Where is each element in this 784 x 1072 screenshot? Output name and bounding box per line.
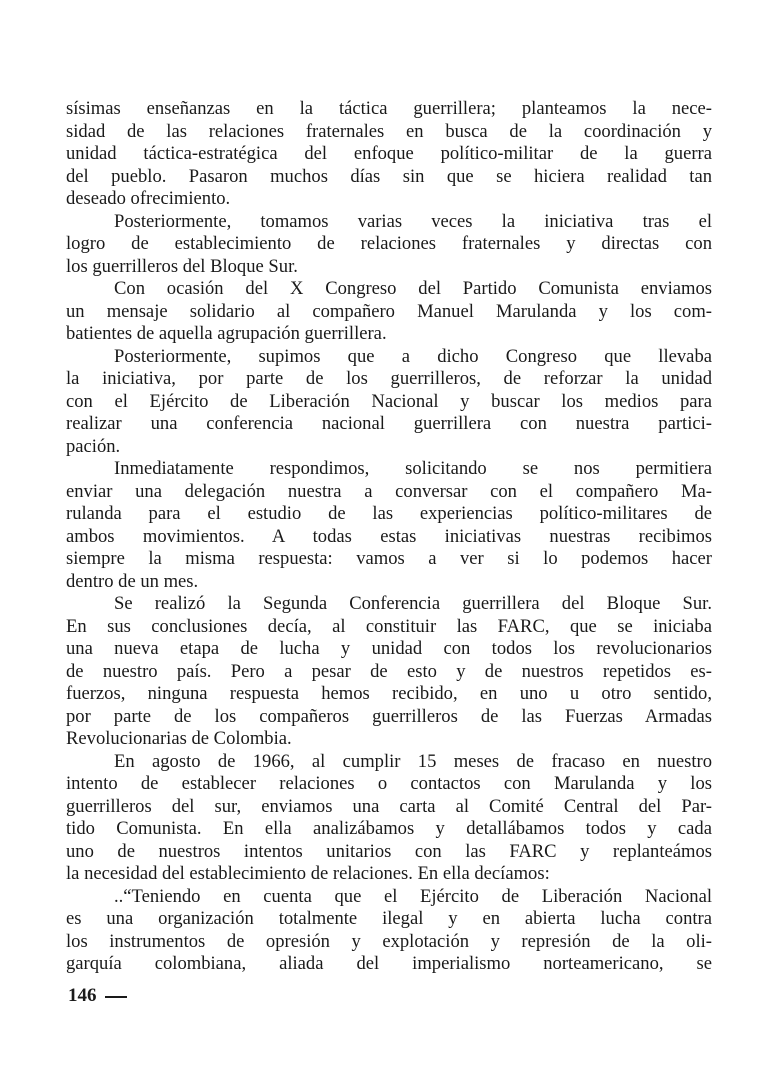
text-line: unidad táctica-estratégica del enfoque político-militar de la guerra	[66, 143, 712, 164]
text-line: enviar una delegación nuestra a conversar con el compañero Ma-	[66, 480, 712, 502]
text-line: ambos movimientos. A todas estas iniciativas nuestras recibimos	[66, 525, 712, 547]
paragraph	[66, 458, 712, 593]
text-line: logro de establecimiento de relaciones fraternales y directas con	[66, 233, 712, 254]
text-line: es una organización totalmente ilegal y en abierta lucha contra	[66, 908, 712, 929]
text-line: Posteriormente, tomamos varias veces la iniciativa tras el	[114, 210, 712, 232]
text-line: En agosto de 1966, al cumplir 15 meses de fracaso en nuestro	[114, 750, 712, 772]
text-line: uno de nuestros intentos unitarios con las FARC y replanteámos	[66, 840, 712, 862]
page-number-dash	[105, 996, 127, 998]
text-line: la iniciativa, por parte de los guerrilleros, de reforzar la unidad	[66, 368, 712, 389]
paragraph	[66, 751, 712, 886]
text-line: Posteriormente, supimos que a dicho Congreso que llevaba	[114, 345, 712, 367]
text-line: Inmediatamente respondimos, solicitando se nos permitiera	[114, 458, 712, 479]
text-line: pación.	[66, 435, 121, 457]
text-line: rulanda para el estudio de las experiencias político-militares de	[66, 503, 712, 524]
text-line: dentro de un mes.	[66, 570, 199, 592]
text-line: ..“Teniendo en cuenta que el Ejército de Liberación Nacional	[114, 885, 712, 907]
paragraph	[66, 593, 712, 751]
text-line: sísimas enseñanzas en la táctica guerrillera; planteamos la nece-	[66, 98, 712, 119]
text-line: intento de establecer relaciones o contactos con Marulanda y los	[66, 773, 712, 794]
paragraph	[66, 211, 712, 279]
text-line: garquía colombiana, aliada del imperialismo norteamericano, se	[66, 953, 712, 974]
text-line: fuerzos, ninguna respuesta hemos recibido, en uno u otro sentido,	[66, 683, 712, 704]
text-line: un mensaje solidario al compañero Manuel Marulanda y los com-	[66, 300, 712, 322]
page-footer	[68, 985, 127, 1007]
text-line: tido Comunista. En ella analizábamos y detallábamos todos y cada	[66, 818, 712, 839]
body-text	[66, 98, 712, 976]
text-line: del pueblo. Pasaron muchos días sin que se hiciera realidad tan	[66, 165, 712, 187]
paragraph	[66, 346, 712, 459]
text-line: una nueva etapa de lucha y unidad con todos los revolucionarios	[66, 638, 712, 659]
paragraph	[66, 886, 712, 976]
text-line: con el Ejército de Liberación Nacional y buscar los medios para	[66, 390, 712, 412]
text-line: la necesidad del establecimiento de relaciones. En ella decíamos:	[66, 863, 550, 884]
text-line: realizar una conferencia nacional guerrillera con nuestra partici-	[66, 413, 712, 434]
text-line: sidad de las relaciones fraternales en busca de la coordinación y	[66, 120, 712, 142]
text-line: los instrumentos de opresión y explotación y represión de la oli-	[66, 930, 712, 952]
page-number: 146	[68, 985, 97, 1006]
text-line: por parte de los compañeros guerrilleros de las Fuerzas Armadas	[66, 705, 712, 727]
text-line: En sus conclusiones decía, al constituir las FARC, que se iniciaba	[66, 615, 712, 637]
paragraph	[66, 278, 712, 346]
text-line: siempre la misma respuesta: vamos a ver si lo podemos hacer	[66, 548, 712, 569]
text-line: Revolucionarias de Colombia.	[66, 728, 292, 749]
text-line: guerrilleros del sur, enviamos una carta al Comité Central del Par-	[66, 795, 712, 817]
text-line: batientes de aquella agrupación guerrillera.	[66, 323, 387, 344]
text-line: Se realizó la Segunda Conferencia guerrillera del Bloque Sur.	[114, 593, 712, 614]
text-line: deseado ofrecimiento.	[66, 188, 231, 209]
text-line: Con ocasión del X Congreso del Partido Comunista enviamos	[114, 278, 712, 299]
paragraph	[66, 98, 712, 211]
text-line: los guerrilleros del Bloque Sur.	[66, 255, 298, 277]
text-line: de nuestro país. Pero a pesar de esto y de nuestros repetidos es-	[66, 660, 712, 682]
